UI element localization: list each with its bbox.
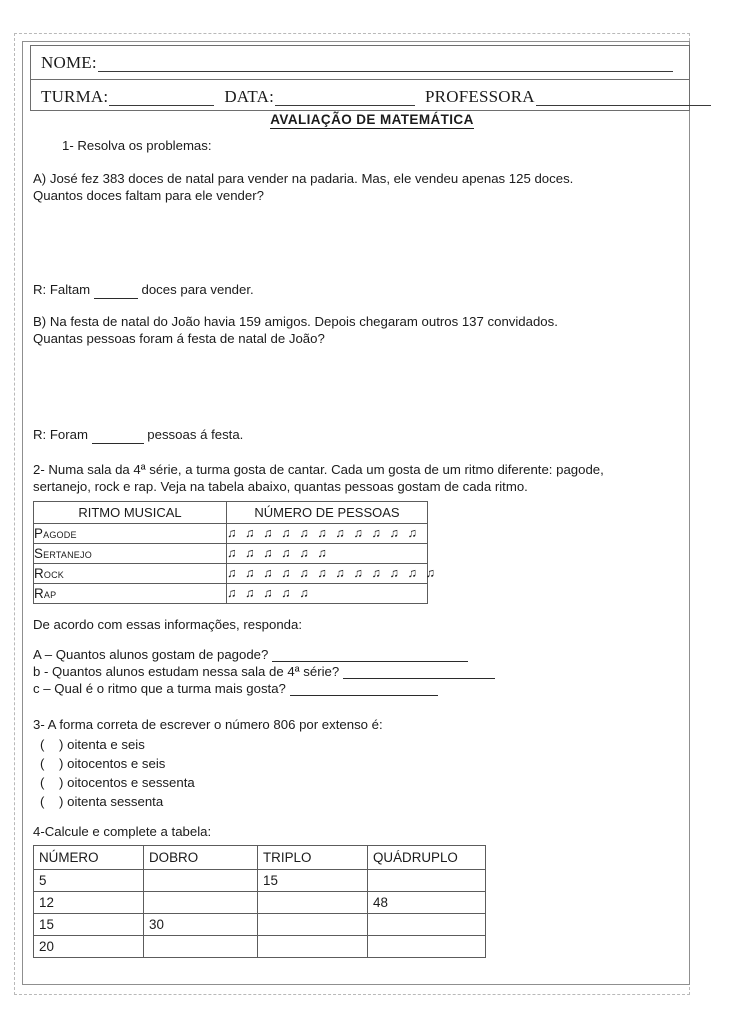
table-row [34,584,428,604]
q1b-text-line2: Quantas pessoas foram á festa de natal de João? [33,331,325,346]
q2-sub-c-answer-field[interactable] [290,683,438,696]
q2-sub-b-answer-field[interactable] [343,666,495,679]
table-row [34,892,486,914]
name-row [31,46,689,79]
multiples-cell-dobro[interactable] [144,892,258,914]
q3-option-2-label: oitocentos e seis [67,756,166,771]
nome-label: NOME: [41,52,97,72]
q1a-answer-prefix: R: Faltam [33,282,91,297]
q1a-text-line2: Quantos doces faltam para ele vender? [33,188,264,203]
table-row [34,544,428,564]
rhythm-notes-pagode: ♫ ♫ ♫ ♫ ♫ ♫ ♫ ♫ ♫ ♫ ♫ [227,524,428,544]
table-row [34,564,428,584]
rhythm-table-header-rhythm: RITMO MUSICAL [34,502,227,524]
table-row [34,936,486,958]
q3-option-4-checkbox[interactable]: ( ) [40,794,64,809]
rhythm-notes-rock: ♫ ♫ ♫ ♫ ♫ ♫ ♫ ♫ ♫ ♫ ♫ ♫ [227,564,428,584]
page-title [0,112,744,127]
data-field[interactable] [275,88,415,106]
rhythm-table-header-count: NÚMERO DE PESSOAS [227,502,428,524]
q1b-answer-suffix: pessoas á festa. [147,427,244,442]
multiples-cell-numero: 20 [34,936,144,958]
q2-sub-b-text: b - Quantos alunos estudam nessa sala de 4ª série? [33,664,340,679]
q2-text-line2: sertanejo, rock e rap. Veja na tabela abaixo, quantas pessoas gostam de cada ritmo. [33,479,528,494]
q1b-answer-blank[interactable] [92,426,144,444]
multiples-header-triplo: TRIPLO [258,846,368,870]
q2-sub-a-answer-field[interactable] [272,649,468,662]
professora-field[interactable] [536,88,711,106]
multiples-table-header-row [34,846,486,870]
multiples-header-dobro: DOBRO [144,846,258,870]
multiples-cell-quadruplo[interactable]: 48 [368,892,486,914]
q3-heading: 3- A forma correta de escrever o número 806 por extenso é: [33,717,383,732]
page-title-text: AVALIAÇÃO DE MATEMÁTICA [270,112,474,127]
multiples-cell-dobro[interactable] [144,936,258,958]
turma-field[interactable] [109,88,214,106]
q1b-answer-line [33,426,243,444]
multiples-cell-dobro[interactable] [144,870,258,892]
q2-sub-b [33,663,495,680]
rhythm-notes-sertanejo: ♫ ♫ ♫ ♫ ♫ ♫ [227,544,428,564]
multiples-cell-triplo[interactable] [258,936,368,958]
multiples-cell-triplo[interactable] [258,892,368,914]
q2-sub-a [33,646,468,663]
rhythm-notes-rap: ♫ ♫ ♫ ♫ ♫ [227,584,428,604]
table-row [34,524,428,544]
q2-sub-c-text: c – Qual é o ritmo que a turma mais gosta? [33,681,286,696]
rhythm-table-header-row [34,502,428,524]
q3-option-4[interactable] [40,793,163,810]
q3-option-1-checkbox[interactable]: ( ) [40,737,64,752]
class-date-teacher-row [31,79,689,113]
q3-option-4-label: oitenta sessenta [67,794,164,809]
q3-option-1[interactable] [40,736,145,753]
q3-option-3[interactable] [40,774,195,791]
q2-sub-c [33,680,438,697]
rhythm-label-pagode: Pagode [34,524,227,544]
table-row [34,870,486,892]
student-info-box [30,45,690,111]
nome-field[interactable] [98,54,673,72]
q3-option-1-label: oitenta e seis [67,737,145,752]
rhythm-label-sertanejo: Sertanejo [34,544,227,564]
multiples-cell-dobro[interactable]: 30 [144,914,258,936]
q2-text-line1: 2- Numa sala da 4ª série, a turma gosta de cantar. Cada um gosta de um ritmo diferente: pagode, [33,462,604,477]
q1b-answer-prefix: R: Foram [33,427,88,442]
q1a-answer-suffix: doces para vender. [141,282,254,297]
q1a-answer-line [33,281,254,299]
multiples-cell-numero: 15 [34,914,144,936]
multiples-table [33,845,486,958]
multiples-cell-numero: 5 [34,870,144,892]
q3-option-2[interactable] [40,755,165,772]
multiples-cell-quadruplo[interactable] [368,914,486,936]
data-label: DATA: [224,86,275,106]
multiples-header-numero: NÚMERO [34,846,144,870]
rhythm-label-rap: Rap [34,584,227,604]
turma-label: TURMA: [41,86,109,106]
q3-option-3-label: oitocentos e sessenta [67,775,195,790]
q1a-answer-blank[interactable] [94,281,138,299]
q4-heading: 4-Calcule e complete a tabela: [33,824,212,839]
table-row [34,914,486,936]
q3-option-2-checkbox[interactable]: ( ) [40,756,64,771]
multiples-cell-quadruplo[interactable] [368,870,486,892]
professora-label: PROFESSORA [425,86,535,106]
q1a-text-line1: A) José fez 383 doces de natal para vender na padaria. Mas, ele vendeu apenas 125 doces. [33,171,574,186]
q2-sub-a-text: A – Quantos alunos gostam de pagode? [33,647,269,662]
q3-option-3-checkbox[interactable]: ( ) [40,775,64,790]
multiples-cell-numero: 12 [34,892,144,914]
rhythm-label-rock: Rock [34,564,227,584]
multiples-header-quadruplo: QUÁDRUPLO [368,846,486,870]
multiples-cell-triplo[interactable]: 15 [258,870,368,892]
multiples-cell-quadruplo[interactable] [368,936,486,958]
multiples-cell-triplo[interactable] [258,914,368,936]
rhythm-table [33,501,438,604]
q1b-text-line1: B) Na festa de natal do João havia 159 amigos. Depois chegaram outros 137 convidados. [33,314,558,329]
q2-prompt: De acordo com essas informações, responda: [33,617,303,632]
q1-heading: 1- Resolva os problemas: [62,138,212,153]
